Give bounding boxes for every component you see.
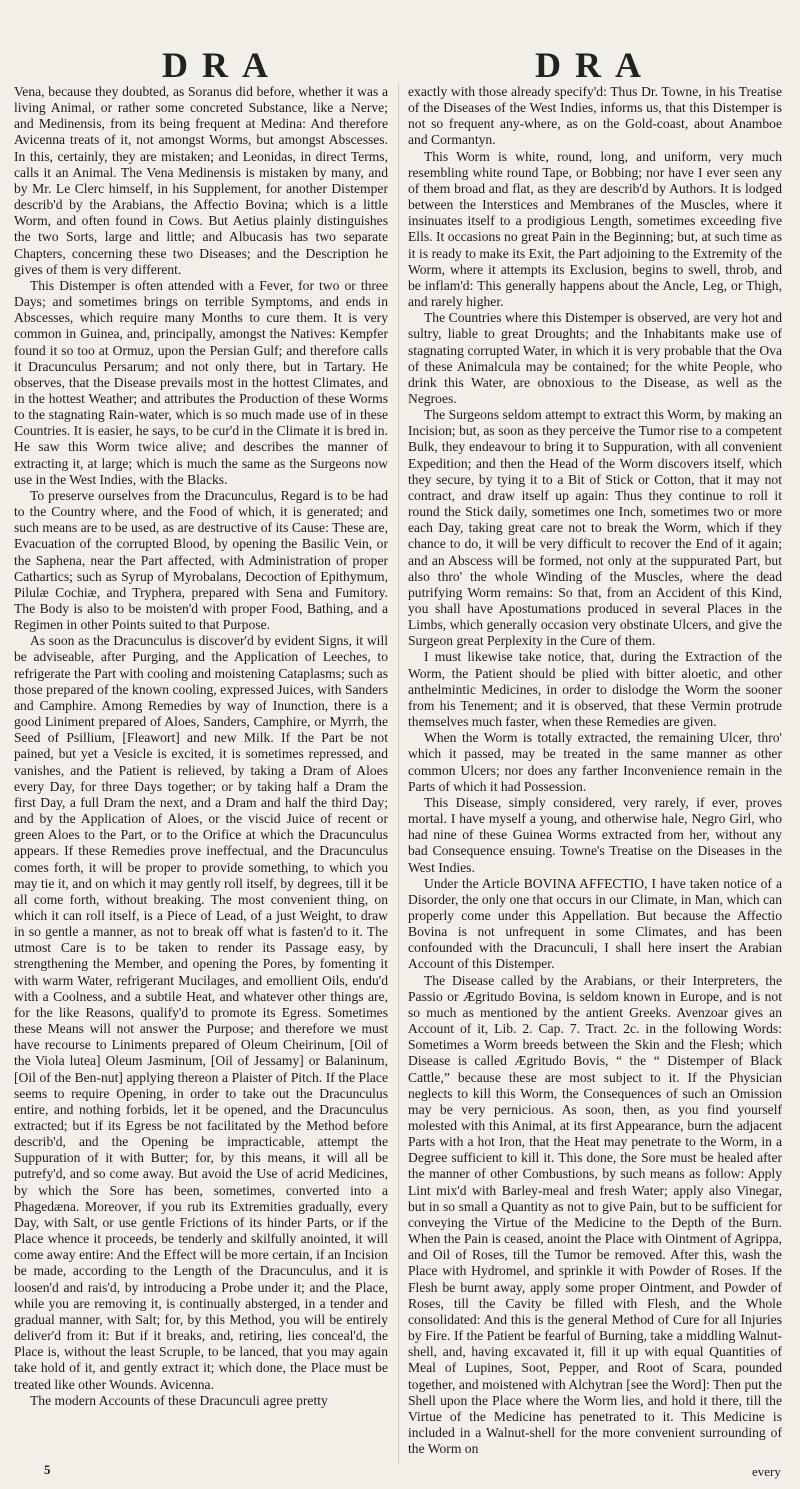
paragraph: exactly with those already specify'd: Thus Dr. Towne, in his Treatise of the Diseases of the West Indies, informs us, that this Distemper is not so frequent any-where, as on the Gold-coast, about Anamboe and Cormantyn. [408, 84, 782, 148]
paragraph: The modern Accounts of these Dracunculi agree pretty [30, 1392, 328, 1408]
paragraph: The Surgeons seldom attempt to extract this Worm, by making an Incision; but, as soon as they perceive the Tumor rise to a competent Bulk, they endeavour to bring it to Suppuration, with all convenient Expedition; and then the Head of the Worm discovers itself, which they secure, by tying it to a Bit of Stick or Cotton, that it may not contract, and draw itself up again: Thus they continue to roll it round the Stick daily, sometimes one Inch, sometimes two or more each Day, taking great care not to break the Worm, which if they chance to do, it will be very difficult to recover the End of it again; and an Abscess will be formed, not only at the suppurated Part, but also thro' the whole Winding of the Muscles, where the dead putrifying Worm remains: So that, from an Accident of this Kind, you shall have Apostumations produced in several Places in the Limbs, which generally occasion very obstinate Ulcers, and give the Surgeon great Perplexity in the Cure of them. [408, 407, 782, 649]
paragraph: I must likewise take notice, that, during the Extraction of the Worm, the Patient should be plied with bitter aloetic, and other anthelmintic Medicines, in order to dislodge the Worm the sooner from his Tenement; and it is observed, that these Vermin protrude themselves much faster, when these Remedies are given. [408, 649, 782, 730]
paragraph: Vena, because they doubted, as Soranus did before, whether it was a living Animal, or rather some concreted Substance, like a Nerve; and Medinensis, from its being frequent at Medina: And therefore Avicenna treats of it, not amongst Worms, but amongst Abscesses. In this, certainly, they are mistaken; and Leonidas, in direct Terms, calls it an Animal. The Vena Medinensis is mistaken by many, and by Mr. Le Clerc himself, in his Supplement, for another Distemper describ'd by the Arabians, the Affectio Bovina; which is a little Worm, and often found in Cows. But Aetius plainly distinguishes the two Sorts, large and little; and Albucasis has two separate Chapters, concerning these two Diseases; and the Description he gives of them is very different. [14, 84, 388, 277]
column-divider [398, 84, 399, 1464]
paragraph: To preserve ourselves from the Dracunculus, Regard is to be had to the Country where, and the Food of which, it is generated; and such means are to be used, as are destructive of its Cause: These are, Evacuation of the corrupted Blood, by opening the Basilic Vein, or the Saphena, near the Part affected, with Administration of proper Cathartics; such as Syrup of Myrobalans, Decoction of Epithymum, Pilulæ Cochiæ, and Tryphera, prepared with Sena and Fumitory. The Body is also to be moisten'd with proper Food, Bathing, and a Regimen in other Points suited to that Purpose. [14, 487, 388, 633]
paragraph: The Countries where this Distemper is observed, are very hot and sultry, liable to great Droughts; and the Inhabitants make use of stagnating corrupted Water, in which it is very probable that the Ova of these Animalcula may be contained; for the white People, who drink this Water, are obnoxious to the Disease, as well as the Negroes. [408, 310, 782, 406]
paragraph: This Distemper is often attended with a Fever, for two or three Days; and sometimes brings on terrible Symptoms, and ends in Abscesses, which require many Months to cure them. It is very common in Guinea, and, principally, amongst the Natives: Kempfer found it so too at Ormuz, upon the Persian Gulf; and therefore calls it Dracunculus Persarum; and not only there, but in Tartary. He observes, that the Disease prevails most in the hottest Climates, and in the hottest Weather; and attributes the Production of these Worms to the stagnating Rain-water, which is so much made use of in these Countries. It is easier, he says, to be cur'd in the Climate it is bred in. He saw this Worm twice alive; and describes the manner of extracting it, at large; which is much the same as the Surgeons now use in the West Indies, with the Blacks. [14, 277, 388, 487]
running-head-left: DRA [162, 45, 282, 85]
paragraph: As soon as the Dracunculus is discover'd by evident Signs, it will be adviseable, after Purging, and the Application of Leeches, to refrigerate the Part with cooling and moistening Cataplasms; such as those prepared of the known cooling, expressed Juices, with Sanders and Camphire. Among Remedies by way of Inunction, there is a good Liniment prepared of Aloes, Sanders, Camphire, or Myrrh, the Seed of Psillium, [Fleawort] and new Milk. If the Part be not pained, but yet a Vesicle is excited, it is sometimes repressed, and vanishes, and the Patient is relieved, by taking a Dram of Aloes every Day, for three Days together; or by taking half a Dram the first Day, a full Dram the next, and a Dram and half the third Day; and by the Application of Aloes, or the viscid Juice of recent or green Aloes to the Part, or to the Orifice at which the Dracunculus appears. If these Remedies prove ineffectual, and the Dracunculus comes forth, it will be proper to provide something, to which you may tie it, and on which it may gently roll itself, by degrees, till it be all come forth, without breaking. The most convenient thing, on which it can roll itself, is a Piece of Lead, of a just Weight, to draw in so gentle a manner, as not to break off what is fasten'd to it. The utmost Care is to be taken to render its Passage easy, by strengthening the Member, and opening the Pores, by fomenting it with warm Water, refrigerant Mucilages, and emollient Oils, endu'd with a Coolness, and a subtile Heat, and whatever other things are, for the like Reasons, qualify'd to promote its Egress. Sometimes these Means will not answer the Purpose; and therefore we must have recourse to Liniments prepared of Oleum Cheirinum, [Oil of the Viola lutea] Oleum Jasminum, [Oil of Jessamy] or Balaninum, [Oil of the Ben-nut] applying thereon a Plaister of Pitch. If the Place seems to require Opening, in order to take out the Dracunculus entire, and nothing forbids, let it be opened, and the Dracunculus extracted; but if its Egress be not facilitated by the Method before describ'd, and the Opening be impracticable, attempt the Suppuration of it with Butter; for, by this means, it will all be putrefy'd, and so come away. But avoid the Use of acrid Medicines, by which the Sore has been, sometimes, converted into a Phagedæna. Moreover, if you rub its Extremities gradually, every Day, with Salt, or use gentle Frictions of its hinder Parts, or if the Place whence it proceeds, be tenderly and skilfully anointed, it will come away entire: And the Effect will be more certain, if an Incision be made, according to the Length of the Dracunculus, and it is loosen'd and rais'd, by introducing a Probe under it; and the Place, while you are removing it, is continually absterged, in a tender and gradual manner, with Salt; for, by this Method, you will be entirely deliver'd from it: But if it breaks, and, retiring, lies conceal'd, the Place is, without the least Scruple, to be lanced, that you may again take hold of it, and gently extract it; which done, the Place must be treated like other Wounds. Avicenna. [14, 633, 388, 1392]
paragraph: The Disease called by the Arabians, or their Interpreters, the Passio or Ægritudo Bovina, is seldom known in Europe, and is not so much as mentioned by the antient Greeks. Avenzoar gives an Account of it, Lib. 2. Cap. 7. Tract. 2c. in the following Words: Sometimes a Worm breeds between the Skin and the Flesh; which Disease is called Ægritudo Bovis, “ the “ Distemper of Black Cattle,” because these are most subject to it. If the Physician neglects to kill this Worm, the Consequences of such an Omission may be very pernicious. As soon, then, as you find yourself molested with this Animal, at its first Appearance, burn the adjacent Parts with a hot Iron, that the Heat may penetrate to the Worm, in a Degree sufficient to kill it. This done, the Sore must be healed after the manner of other Combustions, by such means as follow: Apply Lint mix'd with Barley-meal and fresh Water; apply also Vinegar, but in so small a Quantity as not to give Pain, but to be sufficient for conveying the Virtue of the Medicine to the Depth of the Burn. When the Pain is ceased, anoint the Place with Ointment of Agrippa, and Oil of Roses, till the Tumor be removed. After this, wash the Place with Hydromel, and sprinkle it with Powder of Roses. If the Flesh be burnt away, apply some proper Ointment, and Powder of Roses, till the Cavity be filled with Flesh, and the Whole consolidated: And this is the general Method of Cure for all Injuries by Fire. If the Patient be fearful of Burning, take a middling Walnut-shell, and, having excavated it, fill it up with equal Quantities of Meal of Lupines, Soot, Pepper, and Root of Scara, pounded together, and moistened with Alchytran [see the Word]: Then put the Shell upon the Place where the Worm lies, and hold it there, till the Virtue of the Medicine has penetrated to it. This Medicine is included in a Walnut-shell for the more convenient surrounding of the Worm on [408, 972, 782, 1457]
right-column [408, 84, 782, 1469]
running-head-right: DRA [535, 45, 655, 85]
left-column [14, 84, 388, 1469]
signature-mark: 5 [44, 1462, 51, 1477]
paragraph: When the Worm is totally extracted, the remaining Ulcer, thro' which it passed, may be treated in the same manner as other common Ulcers; nor does any farther Inconvenience remain in the Parts of which it had Possession. [408, 730, 782, 794]
paragraph: This Worm is white, round, long, and uniform, very much resembling white round Tape, or Bobbing; nor have I ever seen any of them broad and flat, as they are describ'd by Authors. It is lodged between the Interstices and Membranes of the Muscles, where it insinuates itself to a prodigious Length, sometimes exceeding five Ells. It occasions no great Pain in the Beginning; but, at such time as it is ready to make its Exit, the Part adjoining to the Extremity of the Worm, where it attempts its Exclusion, begins to swell, throb, and be inflam'd: This generally happens about the Ancle, Leg, or Thigh, and rarely higher. [408, 148, 782, 310]
paragraph: This Disease, simply considered, very rarely, if ever, proves mortal. I have myself a young, and otherwise hale, Negro Girl, who had nine of these Guinea Worms extracted from her, without any bad Consequence ensuing. Towne's Treatise on the Diseases in the West Indies. [408, 794, 782, 875]
catchword: every [752, 1464, 781, 1479]
paragraph: Under the Article BOVINA AFFECTIO, I have taken notice of a Disorder, the only one that occurs in our Climate, in Man, which can properly come under this Appellation. But because the Affectio Bovina is not unfrequent in some Climates, and has been confounded with the Dracunculi, I shall here insert the Arabian Account of this Distemper. [408, 875, 782, 972]
